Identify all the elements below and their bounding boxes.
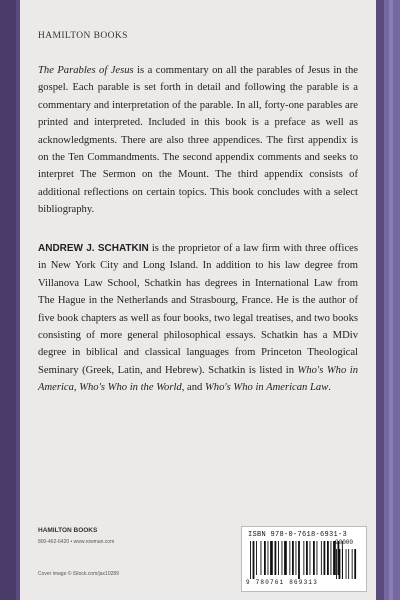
publisher-name-footer: HAMILTON BOOKS xyxy=(38,527,98,534)
description-body: is a commentary on all the parables of Jesus in the gospel. Each parable is set forth in detail and following the parable is a commentary and interpretation of the parable. In all, forty-one parables are printed and interpreted. Included in this book is a preface as well as acknowledgments. There are also three appendices. The first appendix is on the Ten Commandments. The second appendix comments and seeks to interpret The Sermon on the Mount. The third appendix consists of additional reflections on certain topics. This book concludes with a select bibliography. xyxy=(38,65,358,216)
period: . xyxy=(328,382,331,394)
book-description xyxy=(38,62,358,219)
separator: , and xyxy=(181,382,205,394)
right-border-stripe xyxy=(384,0,400,600)
barcode-bar xyxy=(310,541,311,575)
whos-who-world: Who's Who in the World xyxy=(79,382,182,394)
isbn-number: ISBN 978-0-7618-6931-3 xyxy=(248,531,348,539)
author-bio xyxy=(38,240,358,397)
barcode-bar xyxy=(253,541,255,579)
cover-image-credit: Cover image © iStock.com/jax10289 xyxy=(38,571,119,577)
barcode-bar xyxy=(268,541,269,575)
barcode-bar xyxy=(327,541,329,575)
barcode-digits: 9 780761 869313 xyxy=(246,579,319,586)
barcode-bar xyxy=(261,541,262,575)
left-border-stripe xyxy=(0,0,16,600)
barcode-bar xyxy=(317,541,318,575)
author-bio-body: is the proprietor of a law firm with three offices in New York City and Long Island. In addition to his law degree from Villanova Law School, Schatkin has degrees in International Law from The Hague in the Netherlands and Strasbourg, France. He is the author of five book chapters as well as four books, two legal treatises, and two books consisting of more general philosophical essays. Schatkin has a MDiv degree in biblical and classical languages from Princeton Theological Seminary (Greek, Latin, and Hebrew). Schatkin is listed in xyxy=(38,243,358,376)
separator: , xyxy=(73,382,80,394)
barcode-addon-bar xyxy=(339,549,341,579)
barcode-addon-bar xyxy=(352,549,353,579)
barcode xyxy=(241,526,367,592)
barcode-bar xyxy=(298,541,300,579)
barcode-addon-bar xyxy=(346,549,347,579)
whos-who-america: Who's Who in America xyxy=(38,364,358,394)
barcode-addon-bar xyxy=(342,549,343,579)
barcode-bar xyxy=(284,541,287,575)
author-name: ANDREW J. SCHATKIN xyxy=(38,243,149,254)
barcode-addon-bar xyxy=(354,549,356,579)
barcode-bar xyxy=(270,541,273,575)
barcode-bar xyxy=(306,541,308,575)
barcode-bar xyxy=(333,541,336,575)
publisher-name-top: HAMILTON BOOKS xyxy=(38,31,128,41)
barcode-bar xyxy=(256,541,257,575)
barcode-bar xyxy=(250,541,251,579)
publisher-contact: 800-462-6420 • www.rowman.com xyxy=(38,539,115,545)
whos-who-american-law: Who's Who in American Law xyxy=(204,382,329,394)
barcode-bar xyxy=(275,541,277,575)
barcode-addon-bar xyxy=(336,549,337,579)
barcode-bar xyxy=(278,541,279,575)
barcode-bar xyxy=(313,541,315,575)
barcode-bar xyxy=(321,541,322,575)
barcode-bar xyxy=(296,541,297,575)
barcode-bar xyxy=(264,541,266,575)
barcode-bar xyxy=(289,541,290,575)
barcode-bar xyxy=(292,541,294,575)
barcode-bar xyxy=(324,541,326,575)
barcode-bar xyxy=(282,541,283,575)
barcode-addon-digits: 90000 xyxy=(335,539,354,546)
barcode-addon-bar xyxy=(348,549,349,579)
book-title: The Parables of Jesus xyxy=(38,65,134,76)
barcode-bars xyxy=(248,541,360,579)
barcode-bar xyxy=(331,541,332,575)
text-panel xyxy=(20,0,376,600)
barcode-bar xyxy=(303,541,304,575)
